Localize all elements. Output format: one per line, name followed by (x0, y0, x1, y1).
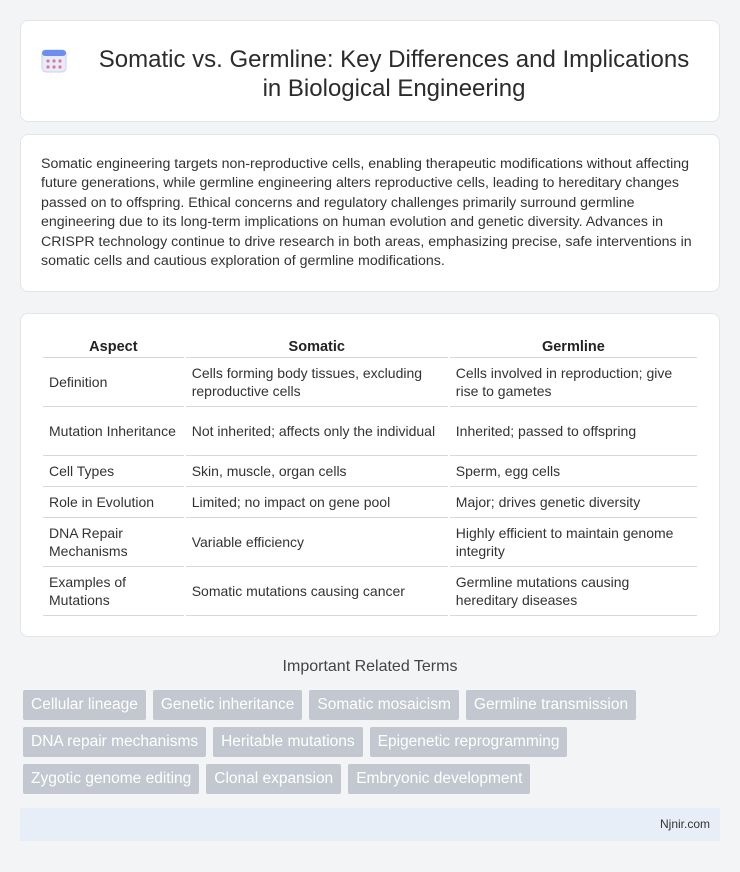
term-tag[interactable]: DNA repair mechanisms (23, 727, 206, 757)
cell-germline: Sperm, egg cells (450, 456, 697, 487)
table-row (43, 518, 697, 567)
page-title: Somatic vs. Germline: Key Differences and Implications in Biological Engineering (98, 46, 690, 102)
term-row (23, 690, 723, 720)
title-wrap (21, 21, 719, 103)
term-tag[interactable]: Zygotic genome editing (23, 764, 199, 794)
cell-somatic: Not inherited; affects only the individual (186, 407, 448, 456)
cell-aspect: Cell Types (43, 456, 184, 487)
related-terms-heading: Important Related Terms (282, 658, 458, 675)
term-tag[interactable]: Somatic mosaicism (309, 690, 459, 720)
cell-germline: Major; drives genetic diversity (450, 487, 697, 518)
table-row (43, 456, 697, 487)
table-row (43, 567, 697, 616)
cell-somatic: Skin, muscle, organ cells (186, 456, 448, 487)
header-aspect: Aspect (43, 334, 184, 358)
cell-somatic: Somatic mutations causing cancer (186, 567, 448, 616)
term-tag[interactable]: Genetic inheritance (153, 690, 303, 720)
term-row (23, 764, 723, 794)
term-tag[interactable]: Embryonic development (348, 764, 530, 794)
header-germline: Germline (450, 334, 697, 358)
cell-aspect: Definition (43, 358, 184, 407)
term-tag[interactable]: Clonal expansion (206, 764, 341, 794)
term-tag[interactable]: Germline transmission (466, 690, 636, 720)
term-tag[interactable]: Epigenetic reprogramming (370, 727, 568, 757)
related-terms (23, 690, 723, 801)
table-header-row (43, 334, 697, 358)
term-tag[interactable]: Cellular lineage (23, 690, 146, 720)
cell-aspect: Mutation Inheritance (43, 407, 184, 456)
summary-card (20, 134, 720, 292)
comparison-table-card (20, 313, 720, 637)
table-row (43, 487, 697, 518)
calendar-grid-icon (41, 48, 67, 74)
table-row (43, 358, 697, 407)
cell-somatic: Variable efficiency (186, 518, 448, 567)
cell-germline: Highly efficient to maintain genome integrity (450, 518, 697, 567)
title-card (20, 20, 720, 122)
summary-text: Somatic engineering targets non-reproductive cells, enabling therapeutic modifications without affecting future generations, while germline engineering alters reproductive cells, leading to hereditary changes passed on to offspring. Ethical concerns and regulatory challenges primarily surround germline engineering due to its long-term implications on human evolution and genetic diversity. Advances in CRISPR technology continue to drive research in both areas, emphasizing precise, safe interventions in somatic cells and cautious exploration of germline modifications. (41, 156, 692, 270)
footer (20, 808, 720, 841)
term-tag[interactable]: Heritable mutations (213, 727, 363, 757)
term-row (23, 727, 723, 757)
cell-germline: Germline mutations causing hereditary diseases (450, 567, 697, 616)
cell-aspect: Examples of Mutations (43, 567, 184, 616)
cell-somatic: Limited; no impact on gene pool (186, 487, 448, 518)
cell-aspect: DNA Repair Mechanisms (43, 518, 184, 567)
cell-somatic: Cells forming body tissues, excluding reproductive cells (186, 358, 448, 407)
cell-aspect: Role in Evolution (43, 487, 184, 518)
cell-germline: Cells involved in reproduction; give rise to gametes (450, 358, 697, 407)
comparison-table (41, 334, 699, 616)
footer-site-link[interactable]: Njnir.com (659, 817, 710, 831)
header-somatic: Somatic (186, 334, 448, 358)
cell-germline: Inherited; passed to offspring (450, 407, 697, 456)
table-row (43, 407, 697, 456)
